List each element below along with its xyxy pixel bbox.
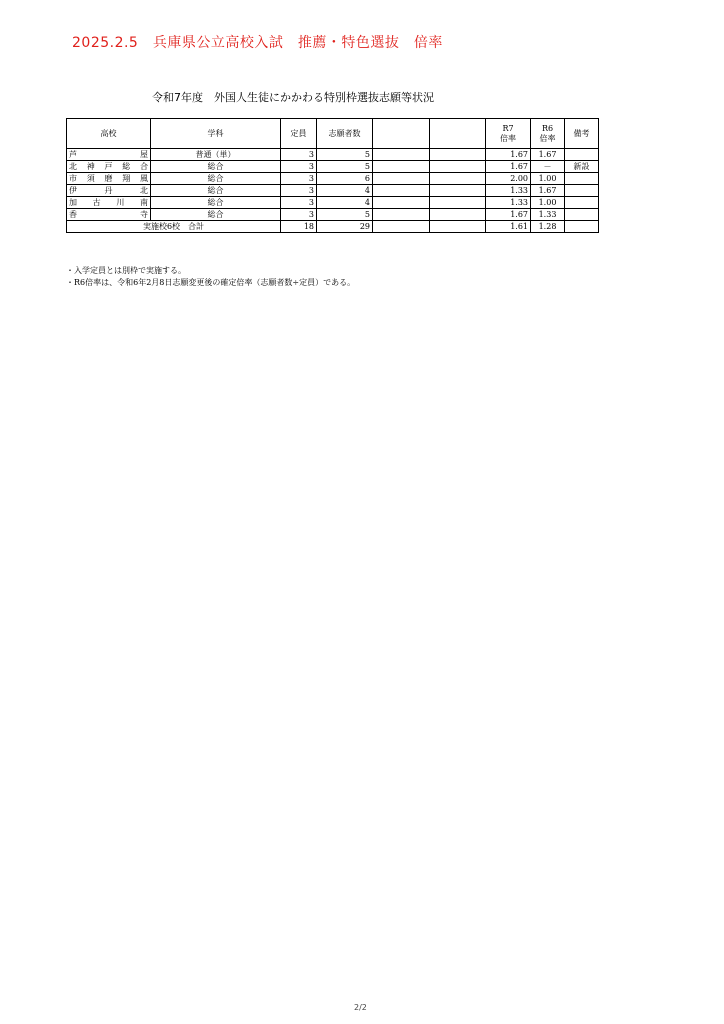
school-cell — [67, 209, 151, 221]
r6-ratio-cell: 1.67 — [531, 149, 565, 161]
applicants-cell: 4 — [317, 197, 373, 209]
table-row — [67, 197, 599, 209]
department-cell: 総合 — [151, 185, 281, 197]
blank-cell — [430, 197, 486, 209]
header-r6-top: R6 — [541, 123, 554, 133]
department-cell: 普通（単） — [151, 149, 281, 161]
header-notes: 備考 — [565, 119, 599, 149]
r6-ratio-cell: 1.67 — [531, 185, 565, 197]
school-cell — [67, 149, 151, 161]
blank-cell — [430, 185, 486, 197]
school-cell — [67, 173, 151, 185]
department-cell: 総合 — [151, 161, 281, 173]
blank-cell — [373, 173, 430, 185]
table-row — [67, 185, 599, 197]
blank-cell — [373, 149, 430, 161]
page-header-title: 2025.2.5 兵庫県公立高校入試 推薦・特色選抜 倍率 — [72, 35, 443, 51]
header-r6-ratio — [531, 119, 565, 149]
department-cell: 総合 — [151, 209, 281, 221]
department-cell: 総合 — [151, 197, 281, 209]
blank-cell — [430, 209, 486, 221]
total-notes — [565, 221, 599, 233]
header-r7-bottom: 倍率 — [500, 133, 516, 143]
notes-cell — [565, 209, 599, 221]
notes-cell: 新設 — [565, 161, 599, 173]
table-row — [67, 209, 599, 221]
applicants-cell: 5 — [317, 209, 373, 221]
school-name: 芦屋 — [69, 149, 148, 159]
table-header-row — [67, 119, 599, 149]
r7-ratio-cell: 1.33 — [486, 185, 531, 197]
capacity-cell: 3 — [281, 149, 317, 161]
header-applicants: 志願者数 — [317, 119, 373, 149]
school-cell — [67, 185, 151, 197]
total-applicants: 29 — [317, 221, 373, 233]
header-blank-1 — [373, 119, 430, 149]
applicants-cell: 5 — [317, 161, 373, 173]
footnote: ・R6倍率は、令和6年2月8日志願変更後の確定倍率（志願者数÷定員）である。 — [66, 278, 356, 287]
total-label: 実施校6校 合計 — [67, 221, 281, 233]
school-name: 香寺 — [69, 209, 148, 219]
notes-cell — [565, 185, 599, 197]
notes-cell — [565, 173, 599, 185]
school-name: 伊丹北 — [69, 185, 148, 195]
blank-cell — [373, 221, 430, 233]
capacity-cell: 3 — [281, 209, 317, 221]
blank-cell — [430, 173, 486, 185]
blank-cell — [430, 221, 486, 233]
applicants-cell: 4 — [317, 185, 373, 197]
applicants-cell: 6 — [317, 173, 373, 185]
school-cell — [67, 161, 151, 173]
header-blank-2 — [430, 119, 486, 149]
header-r7-top: R7 — [502, 123, 514, 133]
r6-ratio-cell: 1.00 — [531, 197, 565, 209]
school-name: 加古川南 — [69, 197, 148, 207]
capacity-cell: 3 — [281, 197, 317, 209]
r7-ratio-cell: 2.00 — [486, 173, 531, 185]
r7-ratio-cell: 1.67 — [486, 149, 531, 161]
header-school: 高校 — [67, 119, 151, 149]
header-department: 学科 — [151, 119, 281, 149]
document-title: 令和7年度 外国人生徒にかかわる特別枠選抜志願等状況 — [152, 91, 434, 104]
school-name: 市須磨翔風 — [69, 173, 148, 183]
header-capacity: 定員 — [281, 119, 317, 149]
school-name: 北神戸総合 — [69, 161, 148, 171]
footnotes — [66, 265, 355, 289]
blank-cell — [430, 161, 486, 173]
capacity-cell: 3 — [281, 161, 317, 173]
applications-table — [66, 118, 599, 233]
notes-cell — [565, 197, 599, 209]
r7-ratio-cell: 1.33 — [486, 197, 531, 209]
footnote: ・入学定員とは別枠で実施する。 — [66, 266, 186, 275]
table-row — [67, 173, 599, 185]
applicants-cell: 5 — [317, 149, 373, 161]
r7-ratio-cell: 1.67 — [486, 161, 531, 173]
total-row — [67, 221, 599, 233]
notes-cell — [565, 149, 599, 161]
total-capacity: 18 — [281, 221, 317, 233]
total-r6-ratio: 1.28 — [531, 221, 565, 233]
school-cell — [67, 197, 151, 209]
r7-ratio-cell: 1.67 — [486, 209, 531, 221]
blank-cell — [373, 161, 430, 173]
header-r7-ratio — [486, 119, 531, 149]
header-r6-bottom: 倍率 — [539, 133, 556, 143]
blank-cell — [373, 209, 430, 221]
r6-ratio-cell: 1.00 — [531, 173, 565, 185]
capacity-cell: 3 — [281, 173, 317, 185]
capacity-cell: 3 — [281, 185, 317, 197]
table-row — [67, 149, 599, 161]
department-cell: 総合 — [151, 173, 281, 185]
blank-cell — [373, 185, 430, 197]
blank-cell — [430, 149, 486, 161]
page-number: 2/2 — [354, 1003, 367, 1012]
blank-cell — [373, 197, 430, 209]
r6-ratio-cell: － — [531, 161, 565, 173]
total-r7-ratio: 1.61 — [486, 221, 531, 233]
r6-ratio-cell: 1.33 — [531, 209, 565, 221]
table-row — [67, 161, 599, 173]
